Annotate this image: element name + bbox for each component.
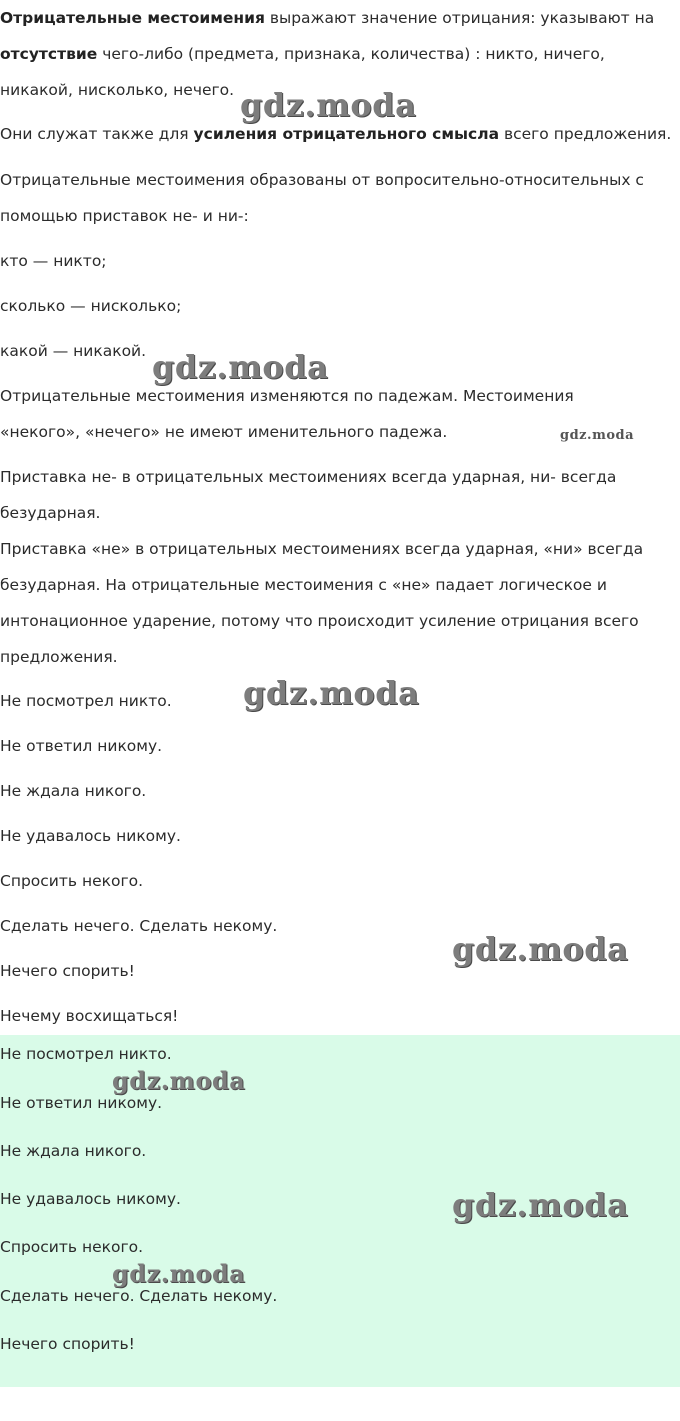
example-8: Нечему восхищаться! [0,1007,179,1025]
answer-example-5: Спросить некого. [0,1238,144,1256]
watermark-logo: gdz.moda [560,428,635,443]
intro-line-8: «некого», «нечего» не имеют именительного падежа. [0,423,448,441]
intro-line-4-start: Они служат также для [0,125,194,143]
watermark-logo: gdz.moda [112,1066,246,1095]
example-7: Нечего спорить! [0,962,135,980]
intro-line-2 [0,43,605,65]
example-1: Не посмотрел никто. [0,692,172,710]
term-negative-pronouns: Отрицательные местоимения [0,9,265,27]
answer-example-2: Не ответил никому. [0,1094,163,1112]
pair-1: кто — никто; [0,252,107,270]
watermark-logo: gdz.moda [152,348,329,386]
intro-line-14: предложения. [0,648,118,666]
watermark-logo: gdz.moda [243,674,420,712]
watermark-logo: gdz.moda [452,930,629,968]
watermark-logo: gdz.moda [112,1259,246,1288]
watermark-logo: gdz.moda [452,1186,629,1224]
answer-example-6: Сделать нечего. Сделать некому. [0,1287,278,1305]
intro-line-12: безударная. На отрицательные местоимения с «не» падает логическое и [0,576,607,594]
intro-line-5: Отрицательные местоимения образованы от вопросительно-относительных с [0,171,644,189]
pair-3: какой — никакой. [0,342,147,360]
example-6: Сделать нечего. Сделать некому. [0,917,278,935]
intro-line-13: интонационное ударение, потому что происходит усиление отрицания всего [0,612,639,630]
term-negation-intensification: усиления отрицательного смысла [193,125,500,143]
term-absence: отсутствие [0,45,98,63]
example-3: Не ждала никого. [0,782,147,800]
example-2: Не ответил никому. [0,737,163,755]
answer-example-3: Не ждала никого. [0,1142,147,1160]
example-5: Спросить некого. [0,872,144,890]
intro-line-6: помощью приставок не- и ни-: [0,207,249,225]
intro-line-11: Приставка «не» в отрицательных местоимениях всегда ударная, «ни» всегда [0,540,644,558]
answer-example-1: Не посмотрел никто. [0,1045,172,1063]
watermark-logo: gdz.moda [240,86,417,124]
intro-line-4-end: всего предложения. [499,125,672,143]
example-4: Не удавалось никому. [0,827,181,845]
intro-line-1-text: выражают значение отрицания: указывают на [264,9,655,27]
intro-line-4 [0,123,671,145]
intro-line-7: Отрицательные местоимения изменяются по падежам. Местоимения [0,387,574,405]
answer-example-7: Нечего спорить! [0,1335,135,1353]
intro-line-10: безударная. [0,504,101,522]
answer-example-4: Не удавалось никому. [0,1190,181,1208]
intro-line-2-text: чего-либо (предмета, признака, количества) : никто, ничего, [97,45,605,63]
intro-line-1 [0,7,654,29]
intro-line-3: никакой, нисколько, нечего. [0,81,235,99]
intro-line-9: Приставка не- в отрицательных местоимениях всегда ударная, ни- всегда [0,468,617,486]
pair-2: сколько — нисколько; [0,297,182,315]
